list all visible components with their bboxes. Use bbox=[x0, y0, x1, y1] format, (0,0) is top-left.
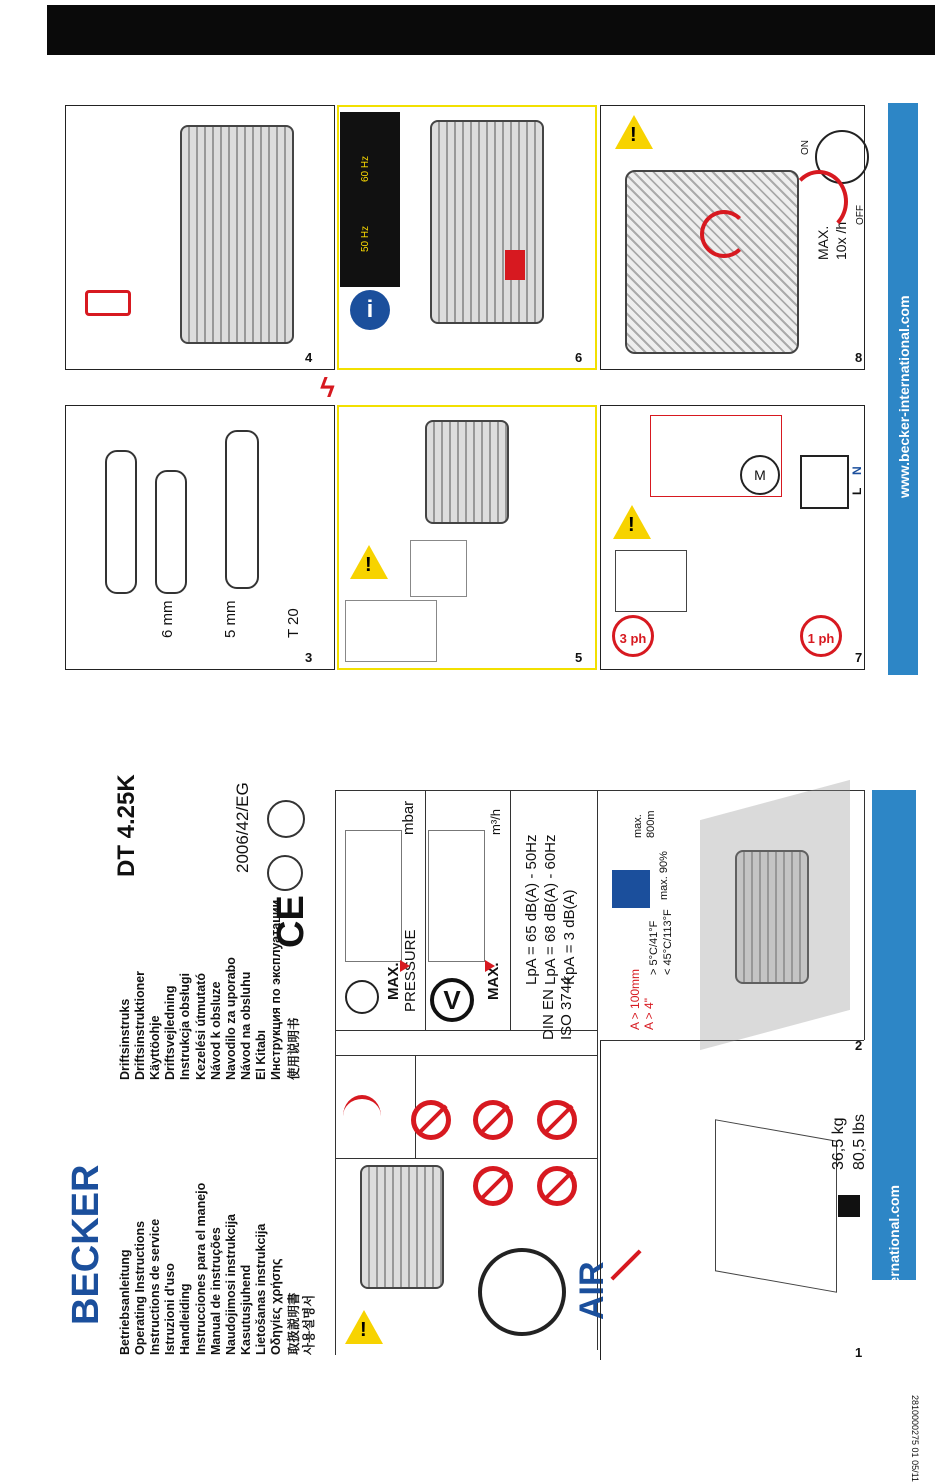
box-illustration bbox=[715, 1119, 837, 1293]
flow-icon: V bbox=[430, 978, 474, 1022]
n-label: N bbox=[850, 466, 864, 475]
language-item: 使用说明书 bbox=[287, 1017, 302, 1080]
language-item: Naudojimosi instrukcija bbox=[223, 1213, 238, 1355]
language-item: Kezelési útmutató bbox=[193, 973, 208, 1080]
humidity-icon bbox=[612, 870, 650, 908]
no-water-icon bbox=[473, 1166, 513, 1206]
iso-label: ISO 3744 bbox=[558, 976, 575, 1040]
max-flow-label: MAX. bbox=[485, 962, 502, 1000]
no-explosion-icon bbox=[473, 1100, 513, 1140]
installation-plane bbox=[700, 780, 850, 1050]
one-phase-diagram bbox=[800, 455, 849, 509]
pressure-unit: mbar bbox=[400, 800, 417, 835]
max-starts-label: MAX. bbox=[815, 225, 831, 260]
no-flame-icon bbox=[537, 1166, 577, 1206]
language-item: Návod na obsluhu bbox=[238, 971, 253, 1080]
language-item: Betriebsanleitung bbox=[118, 1249, 132, 1355]
l-label: L bbox=[850, 487, 864, 495]
machine-illustration-4 bbox=[180, 125, 294, 344]
noise-50hz: LpA = 65 dB(A) - 50Hz bbox=[523, 834, 540, 985]
tool-size-t20: T 20 bbox=[285, 608, 302, 638]
crossed-lift-icon bbox=[610, 1250, 670, 1310]
kpa-value: KpA = 3 dB(A) bbox=[561, 889, 578, 985]
torx-driver-icon bbox=[225, 430, 259, 589]
section-8-number: 8 bbox=[855, 350, 863, 365]
plate-50hz: 50 Hz bbox=[360, 225, 371, 252]
language-item: Lietošanas instrukcija bbox=[253, 1223, 268, 1355]
umbrella-icon bbox=[343, 1095, 381, 1137]
language-item: Driftsvejledning bbox=[163, 985, 178, 1080]
language-item: Kasutusjuhend bbox=[238, 1264, 253, 1355]
lightning-separator: ϟ bbox=[320, 372, 335, 403]
air-label: AIR bbox=[573, 1261, 611, 1320]
pressure-gauge-icon bbox=[345, 980, 379, 1014]
machine-illustration-1 bbox=[360, 1165, 444, 1289]
directive-text: 2006/42/EG bbox=[233, 782, 252, 873]
altitude-value: 800m bbox=[645, 810, 657, 838]
thermometer-icon bbox=[615, 930, 637, 952]
section-3-number: 3 bbox=[305, 650, 313, 665]
red-arrow-pressure bbox=[400, 960, 410, 972]
plate-60hz: 60 Hz bbox=[360, 155, 371, 182]
temp-min: > 5°C/41°F bbox=[648, 920, 660, 975]
tuv-seal-icon bbox=[267, 800, 305, 838]
weight-icon bbox=[838, 1195, 860, 1217]
altitude-label: max. bbox=[632, 814, 644, 838]
document-code: 2810000275 01 05/11 bbox=[910, 1395, 920, 1482]
footer-strip-left bbox=[872, 790, 916, 1388]
motor-symbol: M bbox=[740, 455, 780, 495]
machine-illustration-6 bbox=[430, 120, 544, 324]
section-6-number: 6 bbox=[575, 350, 583, 365]
website-link-right[interactable]: www.becker-international.com bbox=[896, 295, 912, 498]
tool-size-6mm: 6 mm bbox=[159, 600, 176, 638]
language-item: 取扱説明書 bbox=[287, 1292, 302, 1355]
language-item: Instrucciones para el manejo bbox=[193, 1182, 208, 1355]
electric-shock-icon bbox=[410, 540, 467, 597]
language-item: Instrukcja obsługi bbox=[178, 973, 193, 1080]
language-item: Driftsinstruktioner bbox=[133, 970, 148, 1080]
nameplate-pressure bbox=[345, 830, 402, 962]
electric-warning-icon bbox=[350, 545, 388, 579]
clearance-in: A > 4" bbox=[642, 998, 656, 1030]
ce-mark: CE bbox=[270, 895, 312, 948]
language-item: Návod k obsluze bbox=[208, 981, 223, 1080]
cap-removal-arrow bbox=[85, 290, 131, 316]
flow-unit: m³/h bbox=[488, 809, 503, 835]
product-title: DT 4.25K bbox=[113, 774, 140, 877]
header-bar bbox=[47, 5, 935, 55]
language-item: Instructions de service bbox=[148, 1218, 163, 1355]
rating-plate bbox=[340, 112, 400, 287]
language-item: Operating Instructions bbox=[133, 1220, 148, 1355]
recycle-icon bbox=[267, 855, 303, 891]
max-pressure-label: MAX. bbox=[385, 962, 402, 1000]
no-fire-icon bbox=[537, 1100, 577, 1140]
rotation-arrow-icon bbox=[700, 210, 748, 258]
language-item: Handleiding bbox=[178, 1283, 193, 1355]
one-phase-badge: 1 ph bbox=[800, 615, 842, 657]
language-item: Driftsinstruks bbox=[118, 998, 132, 1080]
language-item: Οδηγίες χρήσης bbox=[269, 1258, 283, 1355]
filter-diagram bbox=[478, 1248, 566, 1336]
language-item: El Kitabı bbox=[253, 1029, 268, 1080]
rating-plate-highlight bbox=[505, 250, 525, 280]
wiring-warning-icon bbox=[613, 505, 651, 539]
fan-cover-illustration bbox=[625, 170, 799, 354]
section-1-number: 1 bbox=[855, 1345, 863, 1360]
language-item: Manual de instruções bbox=[208, 1227, 223, 1355]
language-item: Navodilo za uporabo bbox=[223, 957, 238, 1080]
rotation-warning-icon bbox=[615, 115, 653, 149]
temp-max: < 45°C/113°F bbox=[662, 909, 674, 975]
humidity-value: max. 90% bbox=[658, 851, 670, 900]
section-4-number: 4 bbox=[305, 350, 313, 365]
three-phase-badge: 3 ph bbox=[612, 615, 654, 657]
clearance-mm: A > 100mm bbox=[628, 968, 642, 1030]
starts-per-hour: 10x /h bbox=[833, 221, 849, 260]
nameplate-flow bbox=[428, 830, 485, 962]
weight-lbs: 80,5 lbs bbox=[851, 1113, 868, 1170]
din-label: DIN EN bbox=[540, 989, 557, 1040]
warning-icon bbox=[345, 1310, 383, 1344]
language-item: Istruzioni d'uso bbox=[163, 1263, 178, 1355]
brand-logo: BECKER bbox=[65, 1164, 107, 1325]
language-item: Käyttöohje bbox=[148, 1015, 163, 1080]
section-2-number: 2 bbox=[855, 1038, 863, 1053]
screwdriver-icon bbox=[105, 450, 137, 594]
switch-arrow bbox=[790, 170, 848, 233]
section-7-number: 7 bbox=[855, 650, 863, 665]
hex-key-icon bbox=[155, 470, 187, 594]
pressure-label: PRESSURE bbox=[402, 929, 419, 1012]
weight-kg: 36,5 kg bbox=[830, 1117, 847, 1170]
switch-on-label: ON bbox=[800, 140, 811, 155]
technician-icon bbox=[345, 600, 437, 662]
machine-illustration-5 bbox=[425, 420, 509, 524]
noise-60hz: LpA = 68 dB(A) - 60Hz bbox=[542, 834, 559, 985]
info-plus-icon: i bbox=[350, 290, 390, 330]
footer-strip-right bbox=[888, 103, 918, 675]
no-hand-icon bbox=[411, 1100, 451, 1140]
section-5-number: 5 bbox=[575, 650, 583, 665]
tool-size-5mm: 5 mm bbox=[222, 600, 239, 638]
red-arrow-flow bbox=[485, 960, 495, 972]
language-item: 사용설명서 bbox=[302, 1294, 317, 1355]
language-item: Инструкция по эксплуатации bbox=[269, 899, 283, 1080]
terminal-box bbox=[615, 550, 687, 612]
switch-off-label: OFF bbox=[855, 205, 866, 225]
website-link-left[interactable]: www.becker-international.com bbox=[886, 1185, 902, 1388]
